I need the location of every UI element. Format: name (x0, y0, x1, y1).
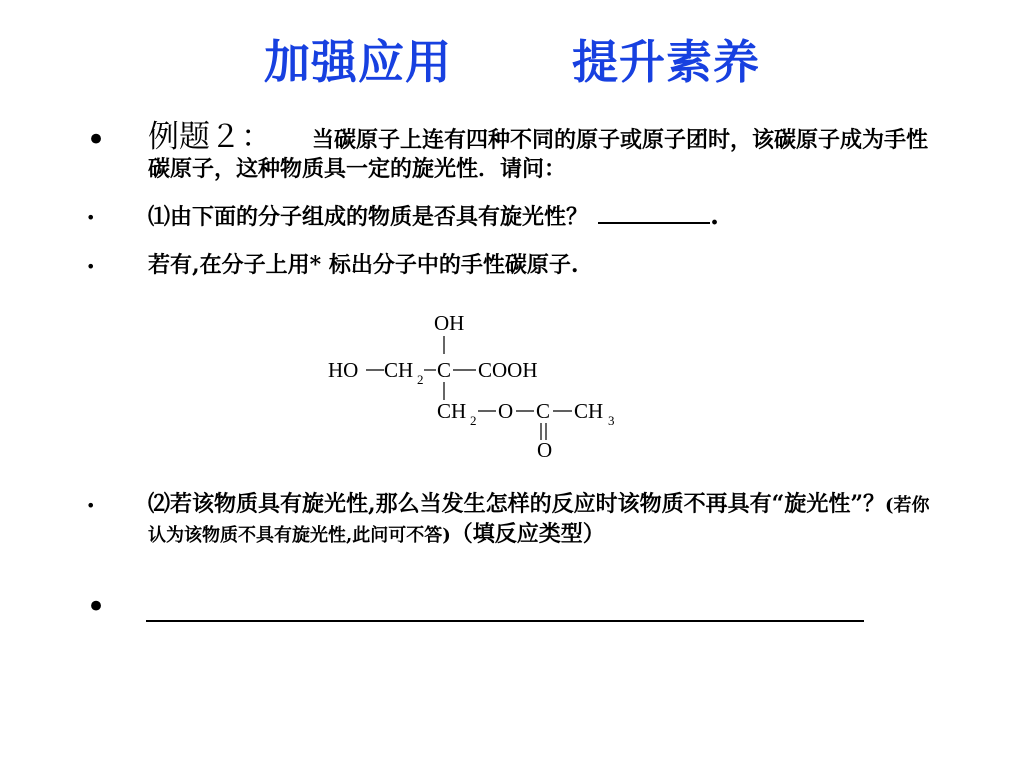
title-left: 加强应用 (264, 35, 452, 89)
question-1-period: . (710, 201, 720, 231)
question-2 (148, 490, 938, 550)
ch2-left-subscript: 2 (417, 372, 424, 387)
ho-label: HO (328, 358, 359, 382)
star-symbol: * (309, 252, 322, 278)
bullet-marker: • (86, 257, 96, 276)
ch3-label: CH (574, 399, 604, 423)
question-2-text: ⑵若该物质具有旋光性,那么当发生怎样的反应时该物质不再具有“旋光性”？ (148, 491, 885, 517)
ester-o-label: O (498, 399, 514, 423)
question-1 (148, 202, 719, 232)
carbonyl-c-label: C (536, 399, 551, 423)
question-2-hint: （填反应类型） (450, 521, 605, 547)
example-label: 例题２： (148, 119, 272, 155)
example-text: 当碳原子上连有四种不同的原子或原子团时，该碳原子成为手性碳原子，这种物质具一定的旋光性．请问： (148, 127, 929, 182)
question-1-text: ⑴由下面的分子组成的物质是否具有旋光性？ (148, 204, 589, 230)
bullet-marker: • (86, 587, 107, 627)
title-right: 提升素养 (572, 35, 760, 89)
bullet-marker: • (86, 120, 107, 160)
answer-blank-1[interactable] (598, 204, 710, 224)
structural-formula (320, 302, 640, 462)
mark-text-2: 标出分子中的手性碳原子. (321, 252, 579, 278)
mark-instruction (148, 251, 579, 280)
ch2-bottom-label: CH (437, 399, 467, 423)
bullet-marker: • (86, 208, 96, 227)
question-2-note: (若你认为该物质不具有旋光性,此问可不答) (148, 495, 930, 546)
ch2-bottom-subscript: 2 (470, 413, 477, 428)
slide-title (0, 26, 1024, 92)
ch3-subscript: 3 (608, 413, 615, 428)
oh-top-label: OH (434, 311, 465, 335)
answer-line[interactable] (146, 620, 864, 622)
ch2-left-label: CH (384, 358, 414, 382)
bullet-marker: • (86, 496, 96, 515)
chiral-carbon-label: C (437, 358, 452, 382)
carbonyl-o-label: O (537, 438, 553, 462)
example-question (148, 119, 938, 184)
cooh-label: COOH (478, 358, 538, 382)
mark-text: 若有,在分子上用 (148, 252, 310, 278)
